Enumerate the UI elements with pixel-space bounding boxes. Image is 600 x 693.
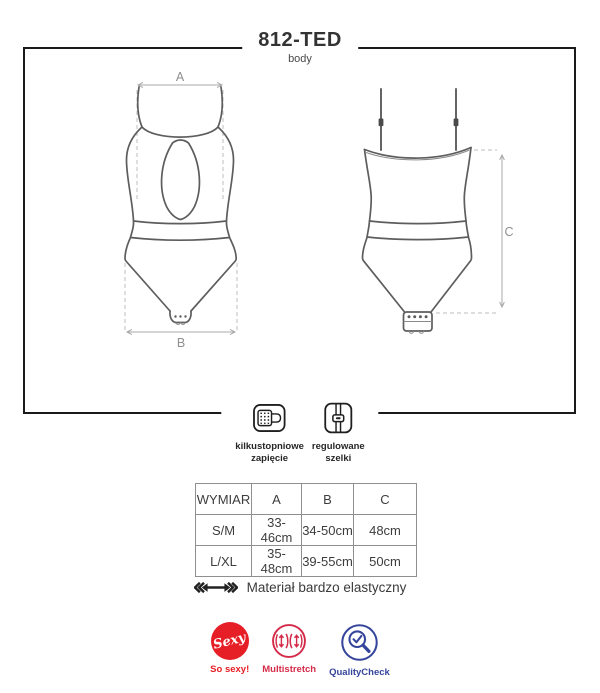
page-title: 812-TED [258, 29, 342, 51]
front-view-drawing [100, 60, 270, 360]
multistretch-icon [270, 622, 308, 660]
material-note-row [0, 580, 600, 595]
feature-label: kilkustopniowe zapięcie [235, 441, 304, 464]
table-cell-size: S/M [196, 515, 252, 546]
back-bodysuit-outline [363, 89, 472, 333]
back-length-label-c: C [504, 225, 514, 239]
front-dimension-a [137, 70, 223, 200]
material-note-text: Materiał bardzo elastyczny [246, 580, 407, 595]
table-cell-a: 33-46cm [252, 515, 302, 546]
front-width-label-b: B [176, 336, 186, 350]
feature-multi-step-closure [235, 400, 304, 465]
header-cell-a: A [252, 484, 302, 515]
hook-closure-detail [404, 312, 433, 333]
adjustable-strap-icon [320, 400, 356, 436]
badge-label: Multistretch [262, 664, 317, 675]
table-cell-a: 35-48cm [252, 546, 302, 577]
table-row [196, 546, 417, 577]
header-cell-b: B [302, 484, 354, 515]
badge-multistretch [262, 622, 316, 675]
badges-row [0, 622, 600, 678]
table-cell-size: L/XL [196, 546, 252, 577]
title-block [242, 28, 358, 66]
table-cell-b: 34-50cm [302, 515, 354, 546]
table-cell-c: 48cm [354, 515, 417, 546]
badge-quality-check [329, 622, 390, 678]
hook-closure-icon [252, 400, 288, 436]
badge-label: QualityCheck [329, 667, 390, 678]
badge-label: So sexy! [210, 664, 250, 675]
header-cell-wymiar: WYMIAR [196, 484, 252, 515]
strap-slider-right [454, 119, 459, 127]
badge-so-sexy [210, 622, 249, 675]
front-bodysuit-outline [125, 87, 236, 325]
table-cell-b: 39-55cm [302, 546, 354, 577]
strap-slider-left [379, 119, 384, 127]
size-table-header-row [196, 484, 417, 515]
front-dimension-b [125, 263, 237, 350]
stretch-arrow-icon [194, 580, 238, 595]
feature-label: regulowane szelki [311, 441, 365, 464]
table-cell-c: 50cm [354, 546, 417, 577]
back-dimension-c [436, 150, 514, 313]
feature-adjustable-straps [312, 400, 365, 465]
quality-check-icon [339, 622, 380, 663]
table-row [196, 515, 417, 546]
front-width-label-a: A [175, 70, 185, 84]
header-cell-c: C [354, 484, 417, 515]
page-subtitle: body [288, 53, 312, 65]
sexy-badge-icon [211, 622, 249, 660]
feature-icons-row [221, 400, 378, 465]
back-view-drawing [340, 60, 520, 360]
sexy-script-text: Sexy [211, 629, 248, 653]
size-table [195, 483, 417, 577]
